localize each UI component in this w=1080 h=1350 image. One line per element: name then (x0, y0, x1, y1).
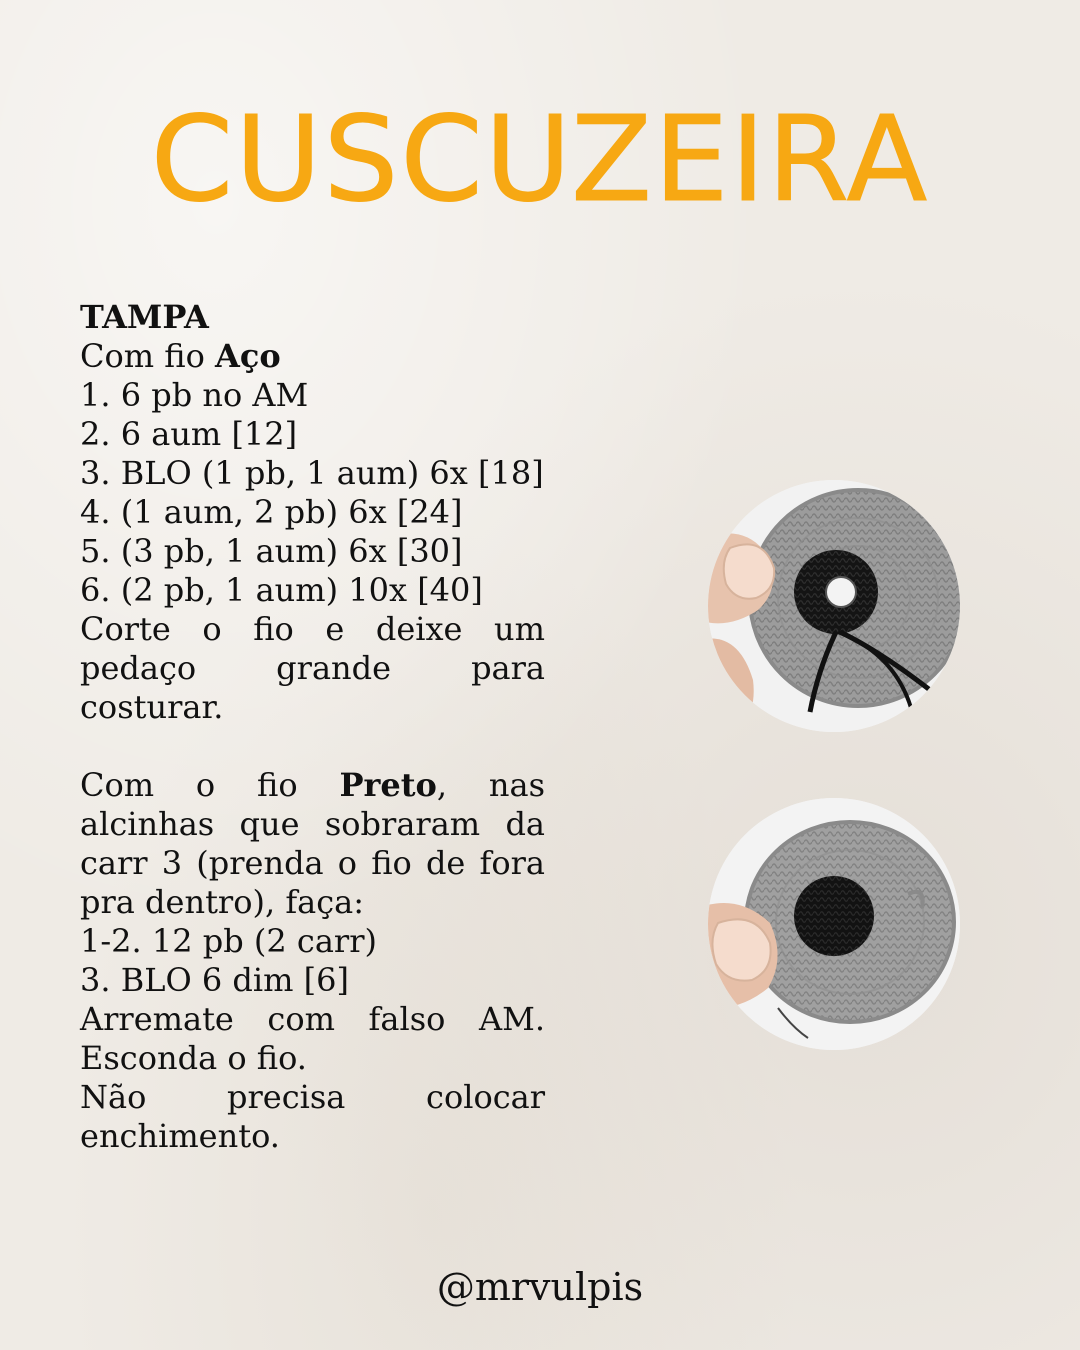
yarn-name-aco: Aço (215, 337, 281, 375)
page-title: CUSCUZEIRA (150, 90, 930, 228)
cut-note: Corte o fio e deixe um pedaço grande para costurar. (80, 610, 545, 726)
intro-line: Com fio Aço (80, 337, 281, 375)
second-part-intro: Com o fio Preto, nas alcinhas que sobraram da carr 3 (prenda o fio de fora pra dentro), faça: (80, 766, 546, 921)
step-3-dim: 3. BLO 6 dim [6] (80, 961, 349, 999)
stuffing-note: Não precisa colocar enchimento. (80, 1078, 545, 1155)
author-handle: @mrvulpis (436, 1265, 644, 1309)
paragraph-gap (80, 727, 545, 766)
step-1: 1. 6 pb no AM (80, 376, 309, 414)
crochet-lid-illustration-2 (708, 798, 960, 1050)
step-5: 5. (3 pb, 1 aum) 6x [30] (80, 532, 463, 570)
instructions-block (80, 298, 545, 1156)
yarn-name-preto: Preto (339, 766, 437, 804)
crochet-lid-illustration-1 (708, 480, 960, 732)
step-2: 2. 6 aum [12] (80, 415, 298, 453)
finish-note: Arremate com falso AM. Esconda o fio. (80, 1000, 545, 1077)
step-1-2: 1-2. 12 pb (2 carr) (80, 922, 377, 960)
step-6: 6. (2 pb, 1 aum) 10x [40] (80, 571, 483, 609)
photo-lid-with-black-knob (708, 798, 960, 1050)
section-heading: TAMPA (80, 298, 209, 336)
step-4: 4. (1 aum, 2 pb) 6x [24] (80, 493, 463, 531)
step-3: 3. BLO (1 pb, 1 aum) 6x [18] (80, 454, 544, 492)
photo-lid-with-black-ring (708, 480, 960, 732)
